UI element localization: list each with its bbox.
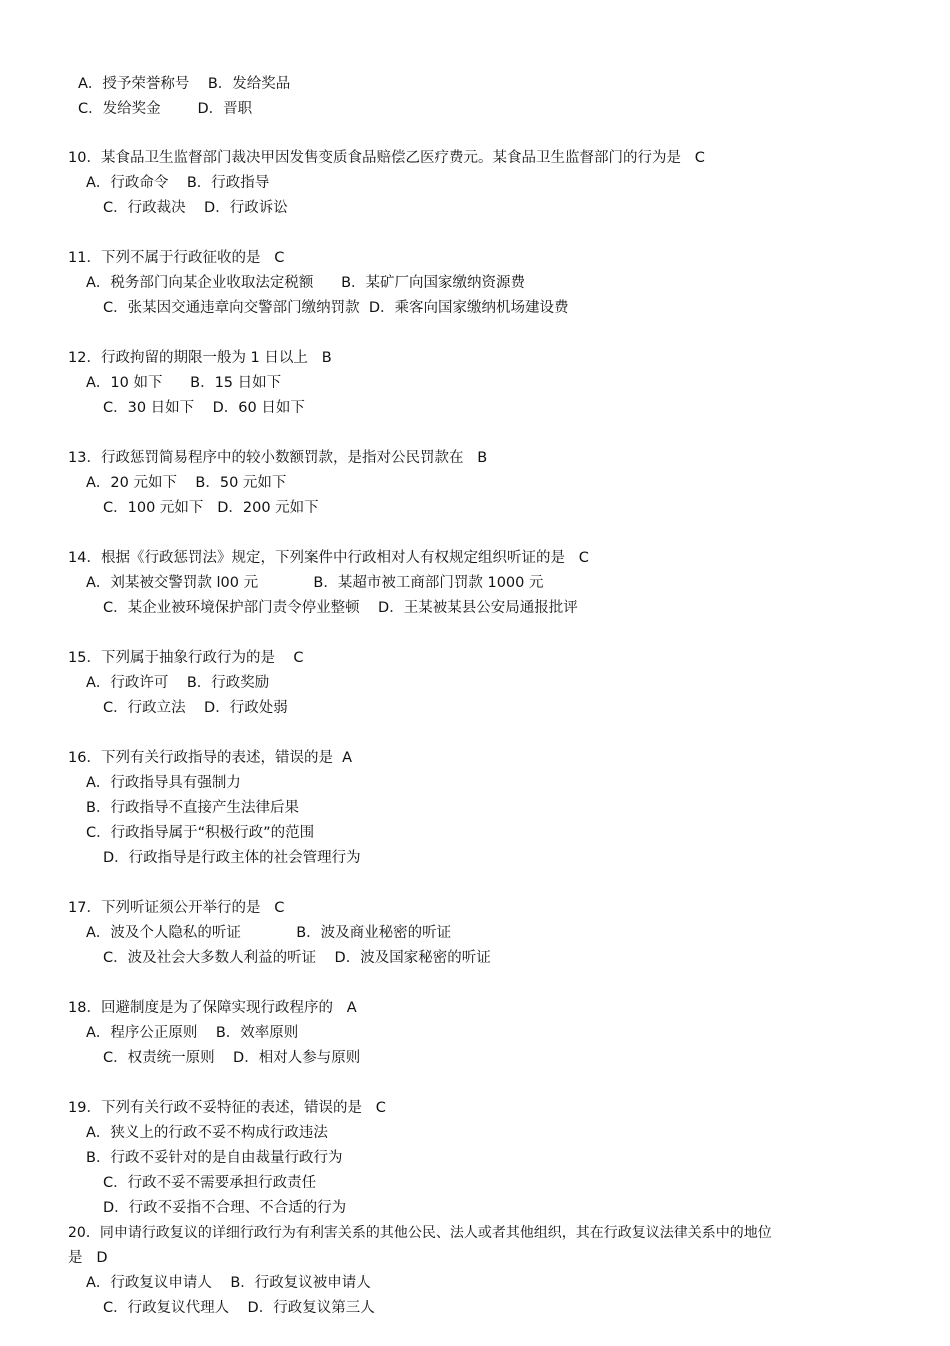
question-17: 17．下列听证须公开举行的是 C [68,900,285,916]
question-18: 18．回避制度是为了保障实现行政程序的 A [68,1000,357,1016]
option-line: A．波及个人隐私的听证 B．波及商业秘密的听证 [86,925,452,941]
question-19: 19．下列有关行政不妥特征的表述，错误的是 C [68,1100,386,1116]
option-line: C．行政不妥不需要承担行政责任 [103,1175,317,1191]
option-line: C．行政裁决 D．行政诉讼 [103,200,288,216]
option-line: C．张某因交通违章向交警部门缴纳罚款 D．乘客向国家缴纳机场建设费 [103,300,569,316]
option-line: A．税务部门向某企业收取法定税额 B．某矿厂向国家缴纳资源费 [86,275,526,291]
option-line: C．波及社会大多数人利益的听证 D．波及国家秘密的听证 [103,950,491,966]
option-line: C．行政指导属于“积极行政”的范围 [86,825,315,841]
option-line: C．行政复议代理人 D．行政复议第三人 [103,1300,375,1316]
question-10: 10．某食品卫生监督部门裁决甲因发售变质食品赔偿乙医疗费元。某食品卫生监督部门的行为是 C [68,150,705,166]
option-line: A．行政命令 B．行政指导 [86,175,270,191]
option-line: C．30 日如下 D．60 日如下 [103,400,305,416]
option-line: C．100 元如下 D．200 元如下 [103,500,319,516]
option-line: D．行政指导是行政主体的社会管理行为 [103,850,361,866]
question-15: 15．下列属于抽象行政行为的是 C [68,650,304,666]
option-line: A．行政指导具有强制力 [86,775,241,791]
option-line: A．行政许可 B．行政奖励 [86,675,270,691]
option-line: C．某企业被环境保护部门责令停业整顿 D．王某被某县公安局通报批评 [103,600,578,616]
option-line: B．行政不妥针对的是自由裁量行政行为 [86,1150,343,1166]
option-line: A．授予荣誉称号 B．发给奖品 [78,76,291,92]
option-line: C．发给奖金 D．晋职 [78,101,253,117]
option-line: C．行政立法 D．行政处弱 [103,700,288,716]
option-line: D．行政不妥指不合理、不合适的行为 [103,1200,347,1216]
question-14: 14．根据《行政惩罚法》规定，下列案件中行政相对人有权规定组织听证的是 C [68,550,589,566]
question-20: 20．同申请行政复议的详细行政行为有利害关系的其他公民、法人或者其他组织，其在行政复议法律关系中的地位 [68,1225,772,1241]
question-11: 11．下列不属于行政征收的是 C [68,250,285,266]
option-line: C．权责统一原则 D．相对人参与原则 [103,1050,361,1066]
question-12: 12．行政拘留的期限一般为 1 日以上 B [68,350,332,366]
option-line: A．20 元如下 B．50 元如下 [86,475,287,491]
option-line: A．10 如下 B．15 日如下 [86,375,282,391]
option-line: A．狭义上的行政不妥不构成行政违法 [86,1125,328,1141]
question-20-continued: 是 D [68,1250,108,1266]
option-line: B．行政指导不直接产生法律后果 [86,800,299,816]
option-line: A．行政复议申请人 B．行政复议被申请人 [86,1275,371,1291]
option-line: A．刘某被交警罚款 l00 元 B．某超市被工商部门罚款 1000 元 [86,575,544,591]
question-13: 13．行政惩罚简易程序中的较小数额罚款，是指对公民罚款在 B [68,450,488,466]
question-16: 16．下列有关行政指导的表述，错误的是 A [68,750,353,766]
option-line: A．程序公正原则 B．效率原则 [86,1025,299,1041]
